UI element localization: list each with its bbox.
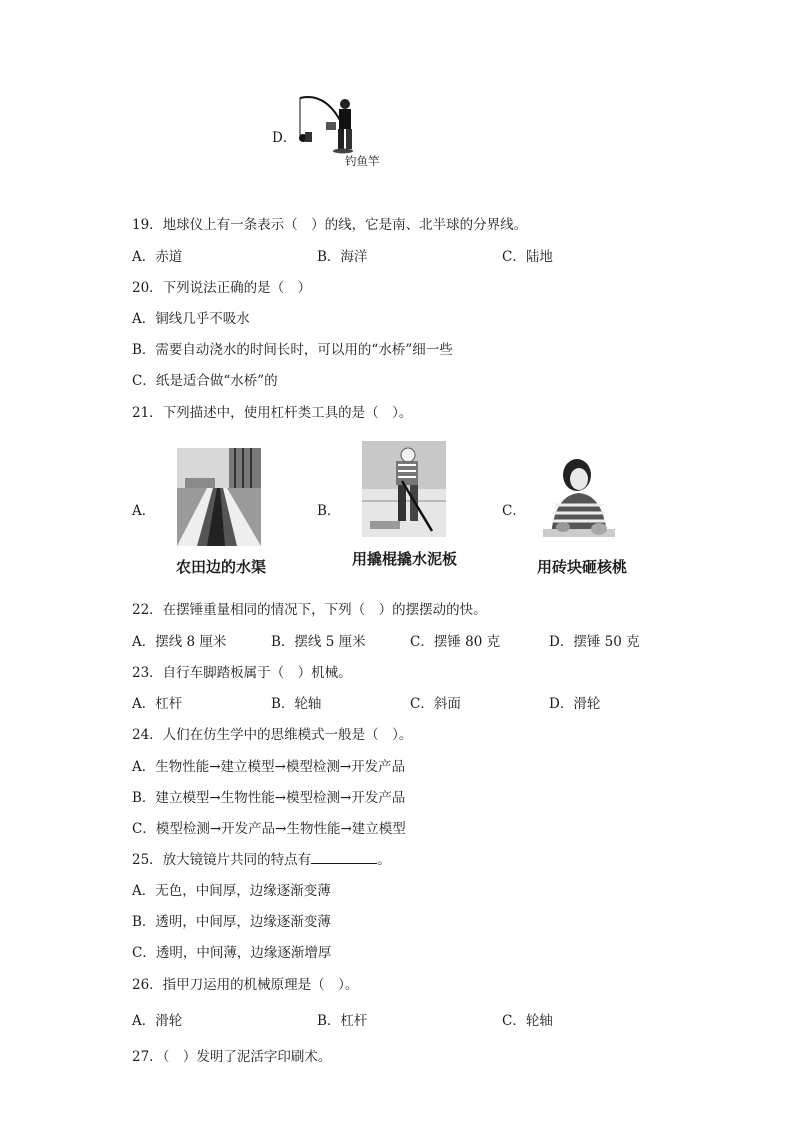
- canal-photo: [177, 448, 261, 546]
- q26-option-b[interactable]: B．杠杆: [317, 1013, 368, 1029]
- q23-option-d[interactable]: D．滑轮: [549, 696, 601, 712]
- q24-option-c[interactable]: C．模型检测→开发产品→生物性能→建立模型: [132, 821, 406, 837]
- q25-stem-text: 25．放大镜镜片共同的特点有: [132, 852, 312, 868]
- q25-stem: [132, 848, 391, 868]
- q22-option-c[interactable]: C．摆锤 80 克: [410, 634, 501, 650]
- q26-option-c[interactable]: C．轮轴: [502, 1013, 553, 1029]
- q18-option-d-caption: 钓鱼竿: [345, 154, 380, 168]
- q20-option-b[interactable]: B．需要自动浇水的时间长时，可以用的“水桥”细一些: [132, 342, 453, 358]
- q20-option-a[interactable]: A．铜线几乎不吸水: [132, 311, 250, 327]
- q19-option-b[interactable]: B．海洋: [317, 249, 368, 265]
- q18-option-d-letter: D．: [272, 130, 297, 146]
- q26-stem: 26．指甲刀运用的机械原理是（ ）。: [132, 977, 359, 993]
- q19-option-a[interactable]: A．赤道: [132, 249, 183, 265]
- q21-option-a-caption: 农田边的水渠: [176, 558, 267, 576]
- q21-option-b-letter[interactable]: B．: [317, 503, 341, 519]
- q27-stem: 27．（ ）发明了泥活字印刷术。: [132, 1049, 332, 1065]
- q23-option-b[interactable]: B．轮轴: [271, 696, 322, 712]
- q26-option-a[interactable]: A．滑轮: [132, 1013, 183, 1029]
- q22-stem: 22．在摆锤重量相同的情况下，下列（ ）的摆摆动的快。: [132, 602, 487, 618]
- q21-option-c-caption: 用砖块砸核桃: [537, 558, 628, 576]
- q21-option-b-caption: 用撬棍撬水泥板: [352, 550, 458, 568]
- q21-option-c-letter[interactable]: C．: [502, 503, 526, 519]
- q25-option-b[interactable]: B．透明，中间厚，边缘逐渐变薄: [132, 914, 331, 930]
- q24-stem: 24．人们在仿生学中的思维模式一般是（ ）。: [132, 727, 413, 743]
- q20-stem: 20．下列说法正确的是（ ）: [132, 280, 312, 296]
- q24-option-b[interactable]: B．建立模型→生物性能→模型检测→开发产品: [132, 790, 406, 806]
- q24-option-a[interactable]: A．生物性能→建立模型→模型检测→开发产品: [132, 759, 406, 775]
- q21-option-a-letter[interactable]: A．: [132, 503, 156, 519]
- q21-stem: 21．下列描述中，使用杠杆类工具的是（ ）。: [132, 405, 413, 421]
- q25-option-a[interactable]: A．无色，中间厚，边缘逐渐变薄: [132, 883, 331, 899]
- q22-option-d[interactable]: D．摆锤 50 克: [549, 634, 640, 650]
- q23-option-c[interactable]: C．斜面: [410, 696, 461, 712]
- q23-stem: 23．自行车脚踏板属于（ ）机械。: [132, 665, 352, 681]
- q20-option-c[interactable]: C．纸是适合做“水桥”的: [132, 373, 278, 389]
- answer-blank[interactable]: [311, 851, 377, 864]
- q25-option-c[interactable]: C．透明，中间薄，边缘逐渐增厚: [132, 945, 332, 961]
- q19-option-c[interactable]: C．陆地: [502, 249, 553, 265]
- walnut-photo: [537, 449, 621, 545]
- q19-stem: 19．地球仪上有一条表示（ ）的线，它是南、北半球的分界线。: [132, 217, 528, 233]
- q23-option-a[interactable]: A．杠杆: [132, 696, 183, 712]
- q22-option-a[interactable]: A．摆线 8 厘米: [132, 634, 227, 650]
- q22-option-b[interactable]: B．摆线 5 厘米: [271, 634, 366, 650]
- crowbar-photo: [362, 441, 446, 537]
- fishing-rod-figure: [296, 94, 366, 154]
- q25-stem-end: 。: [377, 852, 391, 868]
